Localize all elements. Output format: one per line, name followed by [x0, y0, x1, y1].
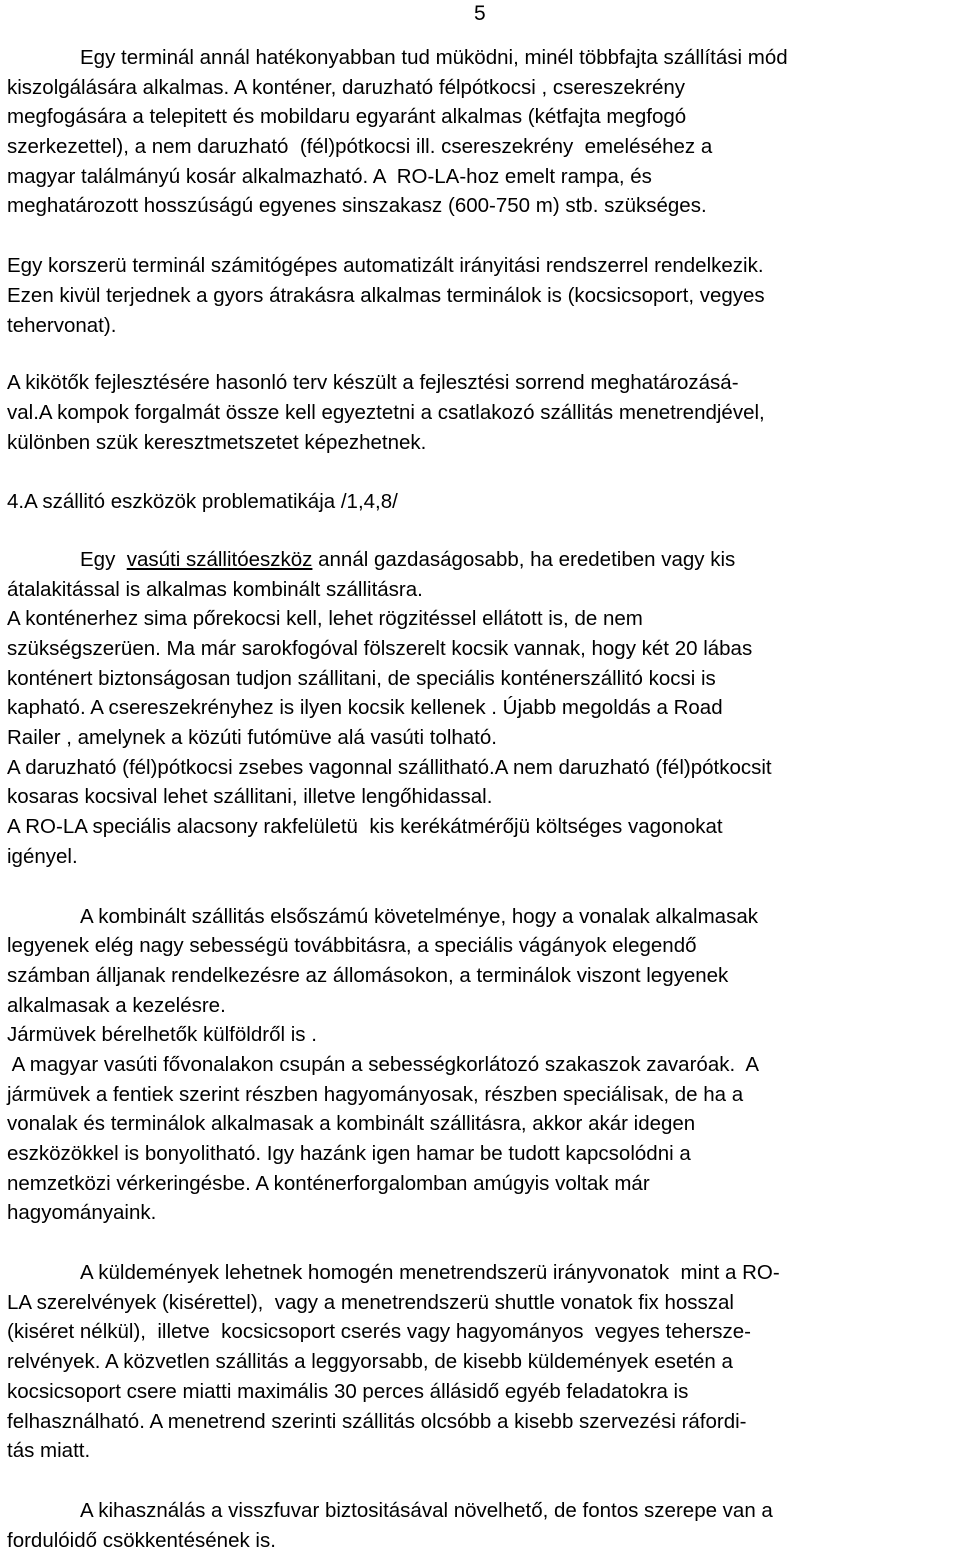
text-line: A konténerhez sima pőrekocsi kell, lehet rögzitéssel ellátott is, de nem — [7, 607, 643, 631]
text-line: (kiséret nélkül), illetve kocsicsoport cserés vagy hagyományos vegyes tehersze- — [7, 1320, 752, 1344]
text-line: legyenek elég nagy sebességü továbbitásra, a speciális vágányok elegendő — [7, 934, 697, 958]
text-line: szerkezettel), a nem daruzható (fél)pótkocsi ill. csereszekrény emeléséhez a — [7, 135, 713, 159]
text-line: vonalak és terminálok alkalmasak a kombinált szállitásra, akkor akár idegen — [7, 1112, 696, 1136]
text-line: kosaras kocsival lehet szállitani, illetve lengőhidassal. — [7, 785, 493, 809]
text-line: felhasználható. A menetrend szerinti szállitás olcsóbb a kisebb szervezési ráfordi- — [7, 1409, 747, 1433]
paragraph — [7, 368, 957, 457]
text-line: Ezen kivül terjednek a gyors átrakásra alkalmas terminálok is (kocsicsoport, vegyes — [7, 283, 765, 307]
page-number: 5 — [474, 2, 486, 25]
text-line: fordulóidő csökkentésének is. — [7, 1528, 276, 1552]
paragraph — [7, 487, 957, 517]
text-line: Railer , amelynek a közúti futómüve alá vasúti tolható. — [7, 726, 497, 750]
text-line: A daruzható (fél)pótkocsi zsebes vagonnal szállitható.A nem daruzható (fél)pótkocsit — [7, 755, 772, 779]
paragraph — [7, 545, 957, 872]
text-line: átalakitással is alkalmas kombinált szállitásra. — [7, 577, 423, 601]
text-line: A kombinált szállitás elsőszámú követelménye, hogy a vonalak alkalmasak — [80, 904, 758, 928]
text-line: 4.A szállitó eszközök problematikája /1,4,8/ — [7, 490, 398, 514]
text-line: nemzetközi vérkeringésbe. A konténerforgalomban amúgyis voltak már — [7, 1171, 650, 1195]
text-line: kiszolgálására alkalmas. A konténer, daruzható félpótkocsi , csereszekrény — [7, 75, 685, 99]
text-line: kapható. A csereszekrényhez is ilyen kocsik kellenek . Újabb megoldás a Road — [7, 696, 723, 720]
text-line: tás miatt. — [7, 1439, 91, 1463]
text-line: Egy korszerü terminál számitógépes automatizált irányitási rendszerrel rendelkezik. — [7, 254, 764, 278]
text-line: A kikötők fejlesztésére hasonló terv készült a fejlesztési sorrend meghatározásá- — [7, 371, 739, 395]
paragraph — [7, 251, 957, 340]
text-run: annál gazdaságosabb, ha eredetiben vagy kis — [312, 547, 736, 571]
text-line: számban álljanak rendelkezésre az állomásokon, a terminálok viszont legyenek — [7, 963, 729, 987]
document-body — [7, 43, 957, 1555]
paragraph — [7, 43, 957, 221]
text-line: jármüvek a fentiek szerint részben hagyományosak, részben speciálisak, de ha a — [7, 1082, 744, 1106]
text-line: eszközökkel is bonyolitható. Igy hazánk igen hamar be tudott kapcsolódni a — [7, 1142, 691, 1165]
text-line: szükségszerüen. Ma már sarokfogóval fölszerelt kocsik vannak, hogy két 20 lábas — [7, 637, 753, 660]
text-line: LA szerelvények (kisérettel), vagy a menetrendszerü shuttle vonatok fix hosszal — [7, 1290, 734, 1314]
text-line: magyar találmányú kosár alkalmazható. A RO-LA-hoz emelt rampa, és — [7, 164, 652, 188]
text-line: meghatározott hosszúságú egyenes sinszakasz (600-750 m) stb. szükséges. — [7, 194, 707, 218]
paragraph — [7, 902, 957, 1229]
text-line: A RO-LA speciális alacsony rakfelületü kis kerékátmérőjü költséges vagonokat — [7, 815, 723, 839]
text-line: Jármüvek bérelhetők külföldről is . — [7, 1023, 317, 1047]
text-line: relvények. A közvetlen szállitás a leggyorsabb, de kisebb küldemények esetén a — [7, 1350, 733, 1374]
paragraph — [7, 1496, 957, 1555]
underlined-term: vasúti szállitóeszköz — [126, 547, 313, 571]
text-line: hagyományaink. — [7, 1201, 157, 1225]
text-line: különben szük keresztmetszetet képezhetnek. — [7, 430, 427, 454]
text-line: A kihasználás a visszfuvar biztositásával növelhető, de fontos szerepe van a — [80, 1498, 773, 1522]
text-line: A magyar vasúti fővonalakon csupán a sebességkorlátozó szakaszok zavaróak. A — [7, 1052, 760, 1076]
text-line: Egy terminál annál hatékonyabban tud müködni, minél többfajta szállítási mód — [80, 46, 788, 69]
text-run: Egy — [80, 547, 127, 571]
text-line: konténert biztonságosan tudjon szállitani, de speciális konténerszállitó kocsi is — [7, 666, 716, 690]
text-line: tehervonat). — [7, 313, 117, 337]
text-line: alkalmasak a kezelésre. — [7, 993, 226, 1017]
text-line: val.A kompok forgalmát össze kell egyeztetni a csatlakozó szállitás menetrendjével, — [7, 400, 765, 424]
text-line — [7, 545, 957, 575]
paragraph — [7, 1258, 957, 1466]
text-line: A küldemények lehetnek homogén menetrendszerü irányvonatok mint a RO- — [80, 1261, 780, 1285]
text-line: igényel. — [7, 844, 78, 868]
text-line: kocsicsoport csere miatti maximális 30 perces állásidő egyéb feladatokra is — [7, 1379, 689, 1403]
text-line: megfogására a telepitett és mobildaru egyaránt alkalmas (kétfajta megfogó — [7, 105, 687, 129]
